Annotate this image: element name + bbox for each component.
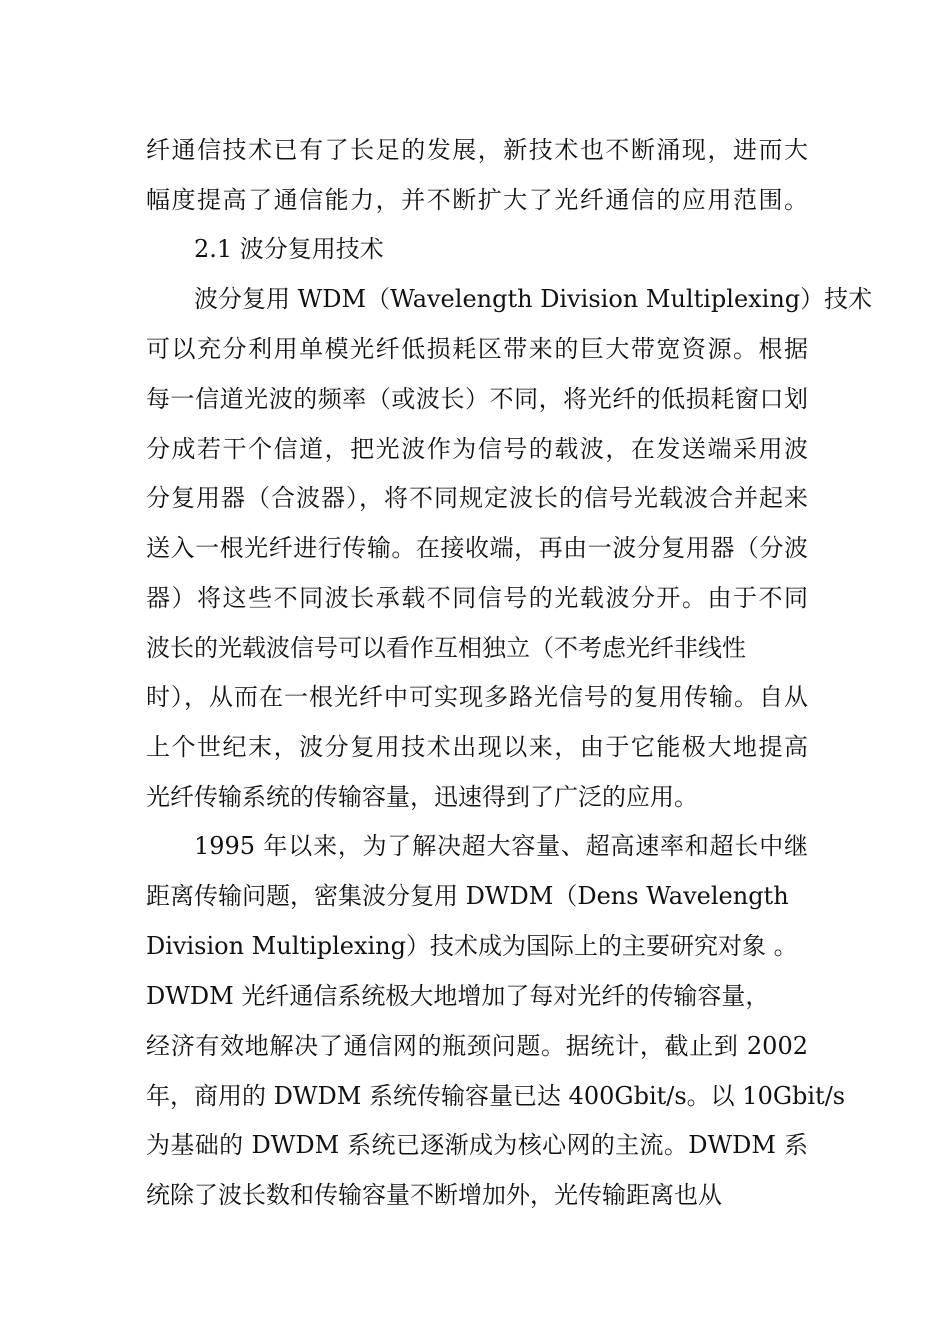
text-line: 为基础的 DWDM 系统已逐渐成为核心网的主流。DWDM 系 — [146, 1131, 808, 1159]
text-line: 可以充分利用单模光纤低损耗区带来的巨大带宽资源。根据 — [146, 335, 808, 363]
text-line: 时），从而在一根光纤中可实现多路光信号的复用传输。自从 — [146, 683, 808, 711]
text-line: 统除了波长数和传输容量不断增加外，光传输距离也从 — [146, 1181, 722, 1209]
text-line: 年，商用的 DWDM 系统传输容量已达 400Gbit/s。以 10Gbit/s — [146, 1082, 846, 1110]
text-line: DWDM 光纤通信系统极大地增加了每对光纤的传输容量， — [146, 982, 770, 1010]
text-line: 1995 年以来，为了解决超大容量、超高速率和超长中继 — [194, 832, 808, 860]
text-line: 经济有效地解决了通信网的瓶颈问题。据统计，截止到 2002 — [146, 1032, 808, 1060]
text-line: 波长的光载波信号可以看作互相独立（不考虑光纤非线性 — [146, 634, 746, 662]
text-line: 波分复用 WDM（Wavelength Division Multiplexing）技术 — [194, 285, 873, 313]
section-heading: 2.1 波分复用技术 — [194, 235, 384, 263]
text-line: Division Multiplexing）技术成为国际上的主要研究对象 。 — [146, 932, 798, 960]
text-line: 纤通信技术已有了长足的发展，新技术也不断涌现，进而大 — [146, 136, 808, 164]
text-line: 送入一根光纤进行传输。在接收端，再由一波分复用器（分波 — [146, 534, 808, 562]
text-line: 上个世纪末，波分复用技术出现以来，由于它能极大地提高 — [146, 733, 808, 761]
text-line: 分成若干个信道，把光波作为信号的载波，在发送端采用波 — [146, 435, 808, 463]
text-line: 幅度提高了通信能力，并不断扩大了光纤通信的应用范围。 — [146, 186, 808, 214]
text-line: 距离传输问题，密集波分复用 DWDM（Dens Wavelength — [146, 882, 789, 910]
text-line: 分复用器（合波器），将不同规定波长的信号光载波合并起来 — [146, 484, 808, 512]
text-line: 器）将这些不同波长承载不同信号的光载波分开。由于不同 — [146, 584, 808, 612]
text-line: 光纤传输系统的传输容量，迅速得到了广泛的应用。 — [146, 783, 698, 811]
text-line: 每一信道光波的频率（或波长）不同，将光纤的低损耗窗口划 — [146, 385, 808, 413]
